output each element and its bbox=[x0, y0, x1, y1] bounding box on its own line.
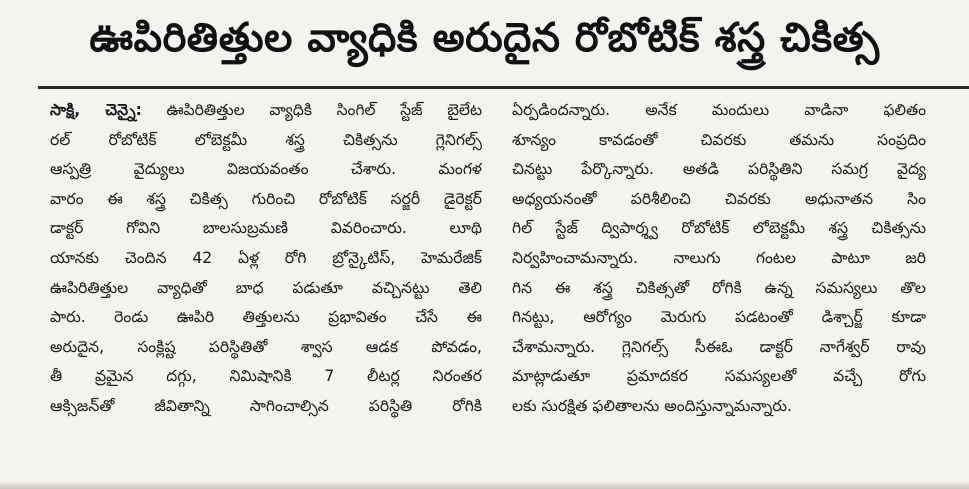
article-headline: ఊపిరితిత్తుల వ్యాధికి అరుదైన రోబోటిక్ శస్త్ర చికిత్స bbox=[89, 15, 880, 61]
body-line: శూన్యం కావడంతో చివరకు తమను సంప్రదిం bbox=[512, 130, 926, 149]
body-line: యానకు చెందిన 42 ఏళ్ల రోగి బ్రోన్కైటిస్, హెమరేజిక్ bbox=[50, 248, 482, 267]
body-line: లకు సురక్షిత ఫలితాలను అందిస్తున్నామన్నారు. bbox=[512, 396, 792, 415]
body-line: అరుదైన, సంక్లిష్ట పరిస్థితితో శ్వాస ఆడక పోవడం, bbox=[50, 337, 482, 356]
article-column-right bbox=[512, 96, 926, 422]
page-bottom-edge bbox=[0, 481, 969, 489]
body-line: గిన ఈ శస్త్ర చికిత్సతో రోగికి ఉన్న సమస్యలు తొల bbox=[512, 278, 926, 297]
body-line: పారు. రెండు ఊపిరి తిత్తులను ప్రభావితం చేసే ఈ bbox=[50, 308, 482, 327]
body-line: చేశామన్నారు. గ్లెనిగల్స్ సీఈఓ డాక్టర్ నాగేశ్వర్ రావు bbox=[512, 337, 926, 356]
body-line: ఏర్పడిందన్నారు. అనేక మందులు వాడినా ఫలితం bbox=[512, 101, 926, 119]
body-line: తీ వ్రమైన దగ్గు, నిమిషానికి 7 లీటర్ల నిరంతర bbox=[50, 367, 482, 386]
body-line-text: ఊపిరితిత్తుల వ్యాధికి సింగిల్ స్టేజ్ బైలేట bbox=[141, 101, 482, 119]
body-line: డాక్టర్ గోవిని బాలసుబ్రమణి వివరించారు. లూథి bbox=[50, 219, 482, 238]
body-line: గినట్టు, ఆరోగ్యం మెరుగు పడటంతో డిశ్చార్జ్ కూడా bbox=[512, 308, 926, 327]
article-column-left bbox=[50, 96, 482, 422]
body-line: ఊపిరితిత్తుల వ్యాధితో బాధ పడుతూ వచ్చినట్టు తెలి bbox=[50, 278, 482, 297]
body-line: వారం ఈ శస్త్ర చికిత్స గురించి రోబోటిక్ సర్జరీ డైరెక్టర్ bbox=[50, 189, 482, 208]
body-line: మాట్లాడుతూ ప్రమాదకర సమస్యలతో వచ్చే రోగు bbox=[512, 367, 926, 386]
body-line bbox=[50, 96, 482, 126]
headline-rule bbox=[38, 86, 969, 89]
body-line: చినట్టు పేర్కొన్నారు. అతడి పరిస్థితిని సమగ్ర వైద్య bbox=[512, 160, 926, 179]
dateline: సాక్షి, చెన్నై: bbox=[50, 101, 142, 119]
body-line: ఆక్సిజన్‌తో జీవితాన్ని సాగించాల్సిన పరిస్థితి రోగికి bbox=[50, 396, 482, 415]
body-line: అధ్యయనంతో పరిశీలించి చివరకు అధునాతన సిం bbox=[512, 189, 926, 208]
body-line: గిల్ స్టేజ్ ద్విపార్శ్వ రోబోటిక్ లోబెక్టమీ శస్త్ర చికిత్సను bbox=[512, 219, 926, 238]
body-line: ఆస్పత్రి వైద్యులు విజయవంతం చేశారు. మంగళ bbox=[50, 160, 482, 179]
body-line: రల్ రోబోటిక్ లోబెక్టమీ శస్త్ర చికిత్సను గ్లెనిగల్స్ bbox=[50, 130, 482, 149]
body-line: నిర్వహించామన్నారు. నాలుగు గంటల పాటూ జరి bbox=[512, 248, 926, 267]
